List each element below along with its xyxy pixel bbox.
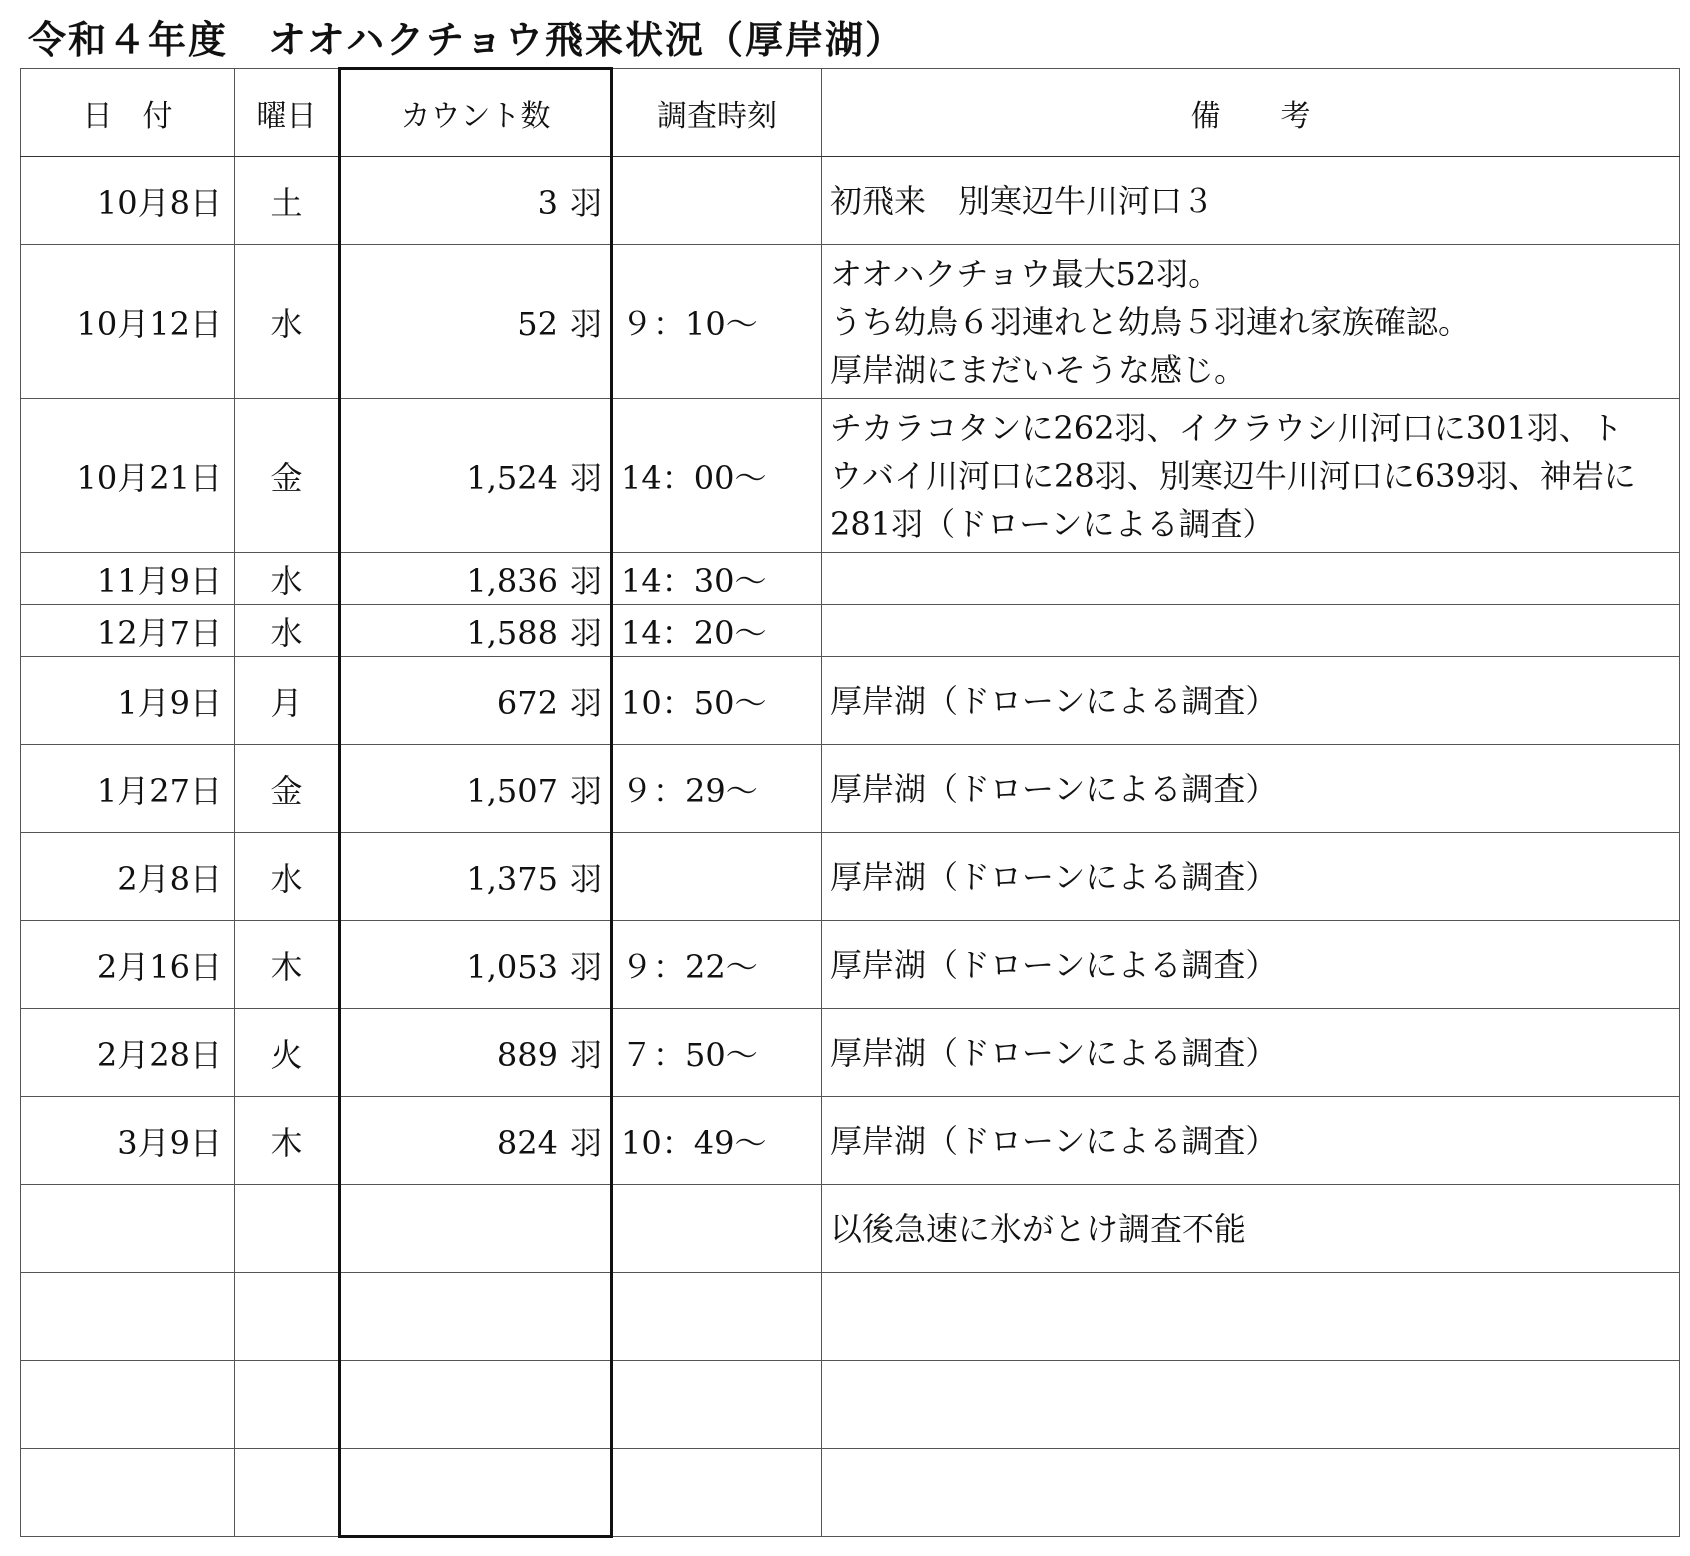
count-unit: 羽	[569, 613, 602, 652]
cell-date	[21, 1185, 235, 1273]
cell-date: 2月8日	[21, 833, 235, 921]
table-row	[21, 553, 1680, 605]
cell-time	[612, 1449, 822, 1537]
header-day: 曜日	[235, 69, 340, 157]
note-line: 厚岸湖（ドローンによる調査）	[830, 769, 1278, 808]
cell-time: 10：50〜	[612, 657, 822, 745]
cell-day: 水	[235, 553, 340, 605]
count-unit: 羽	[569, 947, 602, 986]
note-line: チカラコタンに262羽、イクラウシ川河口に301羽、ト	[830, 408, 1623, 447]
cell-date: 1月27日	[21, 745, 235, 833]
cell-count	[340, 605, 612, 657]
count-value: 1,524	[466, 458, 558, 497]
cell-note	[822, 833, 1680, 921]
cell-note	[822, 399, 1680, 553]
cell-day: 水	[235, 245, 340, 399]
cell-day	[235, 1449, 340, 1537]
cell-time	[612, 1185, 822, 1273]
cell-count	[340, 1097, 612, 1185]
table-row	[21, 1185, 1680, 1273]
cell-count	[340, 921, 612, 1009]
cell-time: ７：50〜	[612, 1009, 822, 1097]
header-note: 備 考	[822, 69, 1680, 157]
cell-date: 12月7日	[21, 605, 235, 657]
table-row	[21, 1009, 1680, 1097]
count-value: 889	[496, 1035, 558, 1074]
table-row	[21, 605, 1680, 657]
count-unit: 羽	[569, 561, 602, 600]
note-line: 281羽（ドローンによる調査）	[830, 504, 1275, 543]
cell-time: 14：20〜	[612, 605, 822, 657]
count-value: 1,588	[466, 613, 558, 652]
count-unit: 羽	[569, 304, 602, 343]
count-value: 672	[496, 683, 558, 722]
cell-time: 14：30〜	[612, 553, 822, 605]
cell-note	[822, 657, 1680, 745]
cell-count	[340, 833, 612, 921]
cell-count	[340, 1273, 612, 1361]
cell-date: 10月12日	[21, 245, 235, 399]
cell-count	[340, 1361, 612, 1449]
table-row	[21, 1097, 1680, 1185]
cell-day: 金	[235, 745, 340, 833]
cell-date: 10月8日	[21, 157, 235, 245]
cell-day: 火	[235, 1009, 340, 1097]
table-row	[21, 921, 1680, 1009]
note-line: ウバイ川河口に28羽、別寒辺牛川河口に639羽、神岩に	[830, 456, 1636, 495]
count-value: 1,836	[466, 561, 558, 600]
count-unit: 羽	[569, 859, 602, 898]
cell-date: 10月21日	[21, 399, 235, 553]
cell-day: 水	[235, 833, 340, 921]
cell-note	[822, 245, 1680, 399]
table-row	[21, 1361, 1680, 1449]
header-date: 日 付	[21, 69, 235, 157]
cell-date: 2月16日	[21, 921, 235, 1009]
cell-date: 1月9日	[21, 657, 235, 745]
cell-time: 14：00〜	[612, 399, 822, 553]
table-row	[21, 1449, 1680, 1537]
cell-time: ９：29〜	[612, 745, 822, 833]
cell-note	[822, 1097, 1680, 1185]
cell-count	[340, 1449, 612, 1537]
cell-date	[21, 1273, 235, 1361]
page-title: 令和４年度 オオハクチョウ飛来状況（厚岸湖）	[28, 18, 905, 62]
cell-date	[21, 1361, 235, 1449]
note-line: オオハクチョウ最大52羽。	[830, 254, 1221, 293]
cell-note	[822, 605, 1680, 657]
count-unit: 羽	[569, 183, 602, 222]
note-line: 厚岸湖（ドローンによる調査）	[830, 857, 1278, 896]
header-time: 調査時刻	[612, 69, 822, 157]
note-line: 初飛来 別寒辺牛川河口３	[830, 181, 1215, 220]
cell-count	[340, 1185, 612, 1273]
table-row	[21, 399, 1680, 553]
cell-note	[822, 553, 1680, 605]
cell-note	[822, 1273, 1680, 1361]
count-value: 1,053	[466, 947, 558, 986]
count-value: 1,375	[466, 859, 558, 898]
table-row	[21, 745, 1680, 833]
note-line: 厚岸湖（ドローンによる調査）	[830, 945, 1278, 984]
cell-day	[235, 1273, 340, 1361]
cell-note	[822, 157, 1680, 245]
count-value: 1,507	[466, 771, 558, 810]
cell-day: 木	[235, 921, 340, 1009]
cell-day	[235, 1185, 340, 1273]
cell-date: 2月28日	[21, 1009, 235, 1097]
count-unit: 羽	[569, 683, 602, 722]
cell-day: 水	[235, 605, 340, 657]
cell-note	[822, 921, 1680, 1009]
table-row	[21, 833, 1680, 921]
count-value: 52	[517, 304, 558, 343]
cell-count	[340, 1009, 612, 1097]
cell-time	[612, 1361, 822, 1449]
count-value: 824	[496, 1123, 558, 1162]
count-unit: 羽	[569, 1123, 602, 1162]
cell-time	[612, 1273, 822, 1361]
cell-note	[822, 1185, 1680, 1273]
cell-time: 10：49〜	[612, 1097, 822, 1185]
cell-time: ９：10〜	[612, 245, 822, 399]
header-row	[21, 69, 1680, 157]
cell-count	[340, 157, 612, 245]
cell-count	[340, 553, 612, 605]
table-row	[21, 1273, 1680, 1361]
note-line: 厚岸湖（ドローンによる調査）	[830, 1033, 1278, 1072]
note-line: うち幼鳥６羽連れと幼鳥５羽連れ家族確認。	[830, 302, 1471, 341]
cell-date	[21, 1449, 235, 1537]
note-line: 厚岸湖にまだいそうな感じ。	[830, 350, 1247, 389]
cell-date: 3月9日	[21, 1097, 235, 1185]
cell-note	[822, 1361, 1680, 1449]
cell-time	[612, 157, 822, 245]
cell-note	[822, 1449, 1680, 1537]
count-unit: 羽	[569, 458, 602, 497]
cell-date: 11月9日	[21, 553, 235, 605]
swan-count-table	[20, 67, 1680, 1538]
cell-note	[822, 745, 1680, 833]
table-row	[21, 245, 1680, 399]
count-unit: 羽	[569, 771, 602, 810]
table-row	[21, 157, 1680, 245]
cell-count	[340, 657, 612, 745]
cell-time	[612, 833, 822, 921]
cell-day: 月	[235, 657, 340, 745]
cell-day: 土	[235, 157, 340, 245]
cell-day: 木	[235, 1097, 340, 1185]
cell-day: 金	[235, 399, 340, 553]
cell-count	[340, 745, 612, 833]
count-unit: 羽	[569, 1035, 602, 1074]
cell-time: ９：22〜	[612, 921, 822, 1009]
note-line: 厚岸湖（ドローンによる調査）	[830, 681, 1278, 720]
table-row	[21, 657, 1680, 745]
note-line: 厚岸湖（ドローンによる調査）	[830, 1121, 1278, 1160]
cell-day	[235, 1361, 340, 1449]
count-value: 3	[537, 183, 558, 222]
header-count: カウント数	[340, 69, 612, 157]
cell-note	[822, 1009, 1680, 1097]
cell-count	[340, 245, 612, 399]
cell-count	[340, 399, 612, 553]
note-line: 以後急速に氷がとけ調査不能	[830, 1209, 1247, 1248]
